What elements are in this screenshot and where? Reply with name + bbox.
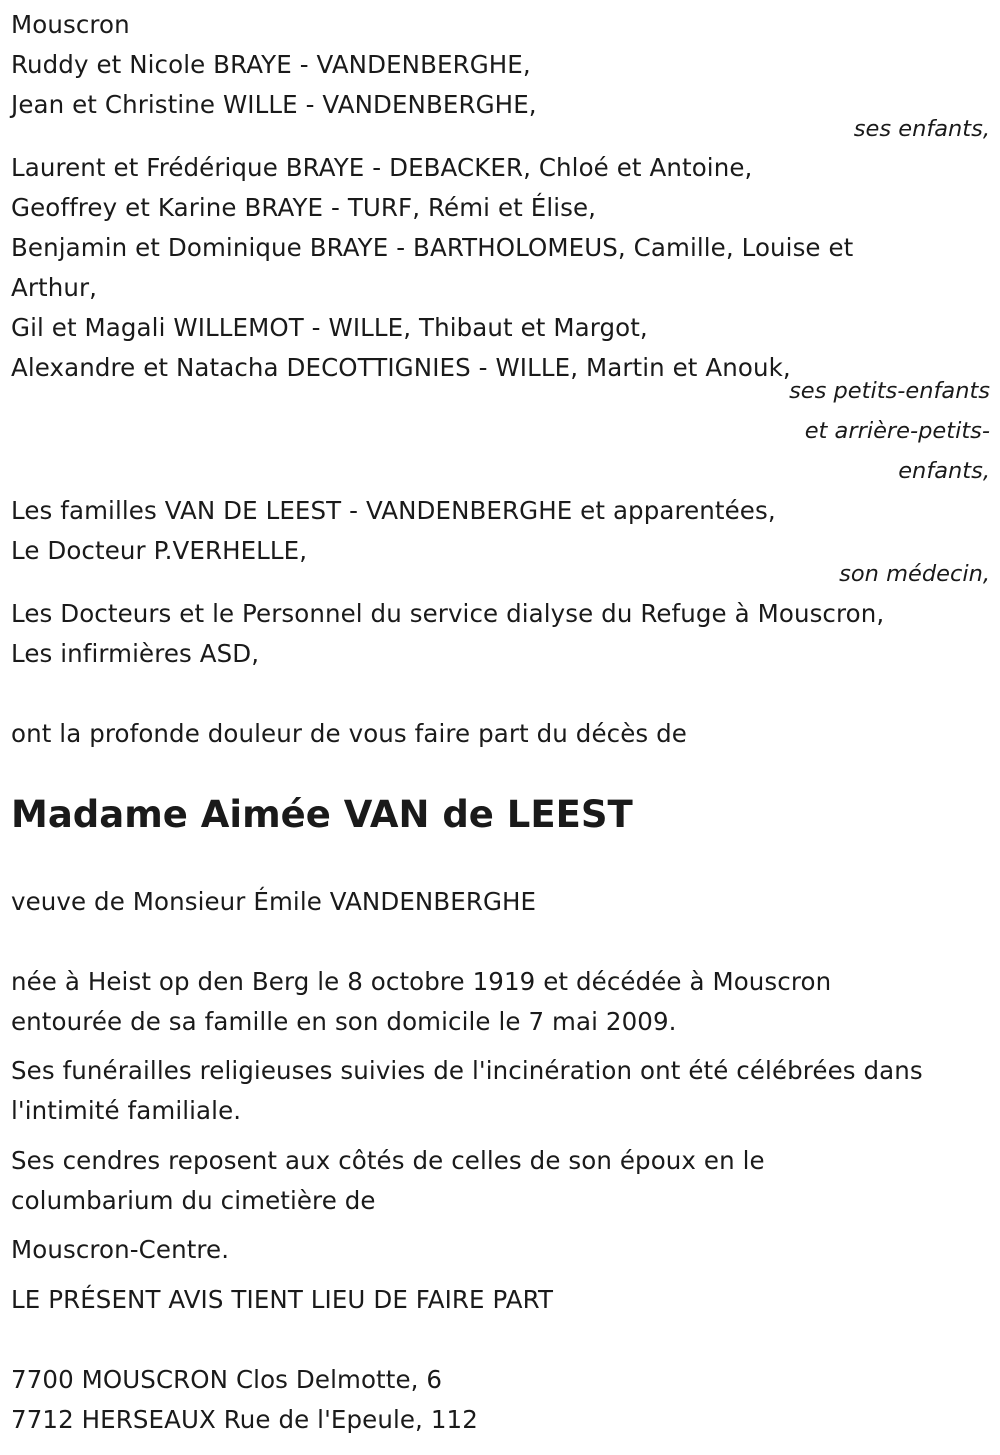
family-line: Geoffrey et Karine BRAYE - TURF, Rémi et Élise,	[11, 193, 597, 222]
family-line: Laurent et Frédérique BRAYE - DEBACKER, Chloé et Antoine,	[11, 153, 753, 182]
relation-label-grandchildren: enfants,	[898, 458, 990, 484]
funeral-text: Ses funérailles religieuses suivies de l'incinération ont été célébrées dans	[11, 1056, 923, 1085]
staff-line: Les Docteurs et le Personnel du service dialyse du Refuge à Mouscron,	[11, 599, 885, 628]
ashes-place-text: Mouscron-Centre.	[11, 1235, 230, 1264]
ashes-text: columbarium du cimetière de	[11, 1186, 376, 1215]
family-line: Ruddy et Nicole BRAYE - VANDENBERGHE,	[11, 50, 531, 79]
relation-label-doctor: son médecin,	[839, 561, 990, 587]
relation-label-grandchildren: ses petits-enfants	[789, 378, 990, 404]
address-line: 7712 HERSEAUX Rue de l'Epeule, 112	[11, 1405, 478, 1434]
family-line: Les familles VAN DE LEEST - VANDENBERGHE et apparentées,	[11, 496, 776, 525]
family-line: Jean et Christine WILLE - VANDENBERGHE,	[11, 90, 537, 119]
deceased-name: Madame Aimée VAN de LEEST	[11, 793, 633, 836]
widow-of-text: veuve de Monsieur Émile VANDENBERGHE	[11, 887, 537, 916]
announcement-text: ont la profonde douleur de vous faire part du décès de	[11, 719, 687, 748]
family-line: Le Docteur P.VERHELLE,	[11, 536, 308, 565]
notice-text: LE PRÉSENT AVIS TIENT LIEU DE FAIRE PART	[11, 1285, 554, 1314]
funeral-text: l'intimité familiale.	[11, 1096, 242, 1125]
relation-label-children: ses enfants,	[853, 116, 990, 142]
ashes-text: Ses cendres reposent aux côtés de celles de son époux en le	[11, 1146, 765, 1175]
place-heading: Mouscron	[11, 10, 130, 39]
family-line: Gil et Magali WILLEMOT - WILLE, Thibaut et Margot,	[11, 313, 648, 342]
family-line: Benjamin et Dominique BRAYE - BARTHOLOMEUS, Camille, Louise et	[11, 233, 854, 262]
relation-label-grandchildren: et arrière-petits-	[804, 418, 990, 444]
birth-death-text: née à Heist op den Berg le 8 octobre 1919 et décédée à Mouscron	[11, 967, 832, 996]
family-line: Alexandre et Natacha DECOTTIGNIES - WILLE, Martin et Anouk,	[11, 353, 791, 382]
address-line: 7700 MOUSCRON Clos Delmotte, 6	[11, 1365, 443, 1394]
staff-line: Les infirmières ASD,	[11, 639, 260, 668]
family-line: Arthur,	[11, 273, 98, 302]
birth-death-text: entourée de sa famille en son domicile le 7 mai 2009.	[11, 1007, 677, 1036]
